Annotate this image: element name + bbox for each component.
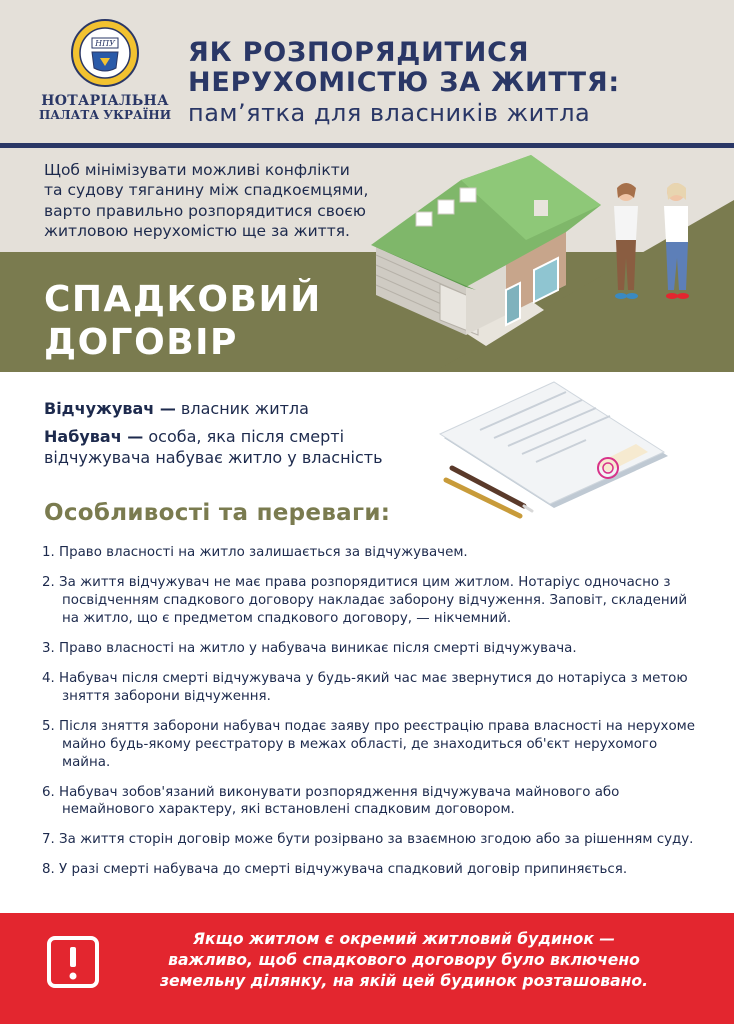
list-item: 6. Набувач зобов'язаний виконувати розпорядження відчужувача майнового або немайнового характеру, які встановлені спадковим договором.	[42, 784, 620, 818]
exclamation-icon	[46, 935, 100, 989]
list-item: 4. Набувач після смерті відчужувача у будь-який час має звернутися до нотаріуса з метою зняття заборони відчуження.	[42, 670, 688, 704]
title-line2: НЕРУХОМІСТЮ ЗА ЖИТТЯ:	[188, 67, 621, 99]
definitions	[44, 398, 434, 475]
list-item: 8. У разі смерті набувача до смерті відчужувача спадковий договір припиняється.	[42, 862, 628, 878]
warning-text	[124, 929, 684, 992]
logo	[30, 18, 180, 123]
intro-text	[44, 160, 384, 242]
org-name-line2: ПАЛАТА УКРАЇНИ	[38, 108, 172, 123]
org-name	[30, 94, 180, 123]
contract-illustration	[436, 380, 676, 520]
definition-item	[44, 398, 434, 419]
title-line1: ЯК РОЗПОРЯДИТИСЯ	[188, 37, 530, 68]
features-list	[42, 544, 702, 891]
definition-item	[44, 426, 434, 468]
women-illustration	[602, 178, 702, 308]
list-item: 1. Право власності на житло залишається за відчужувачем.	[42, 545, 468, 560]
intro-line: варто правильно розпорядитися своєю	[44, 201, 366, 220]
warning-line: Якщо житлом є окремий житловий будинок —	[193, 930, 615, 948]
page-subtitle: пам’ятка для власників житла	[188, 99, 591, 128]
seal-text: НПУ	[95, 39, 115, 48]
list-item: 3. Право власності на житло у набувача виникає після смерті відчужувача.	[42, 640, 577, 656]
intro-line: житловою нерухомістю ще за життя.	[44, 222, 350, 241]
list-item: 5. Після зняття заборони набувач подає заяву про реєстрацію права власності на нерухоме майно будь-якому реєстратору в межах області, де знаходиться об'єкт нерухомого майна.	[42, 718, 695, 770]
warning-line: земельну ділянку, на якій цей будинок розташовано.	[159, 972, 648, 991]
definition-term: Набувач —	[44, 427, 144, 447]
intro-line: Щоб мінімізувати можливі конфлікти	[44, 161, 350, 179]
warning-line: важливо, щоб спадкового договору було включено	[168, 951, 640, 970]
section-title-line2: ДОГОВІР	[44, 322, 238, 364]
definition-text: особа, яка після смерті відчужувача набуває житло у власність	[44, 427, 383, 468]
section-title-line1: СПАДКОВИЙ	[44, 279, 322, 320]
section-title	[44, 278, 322, 364]
page-title	[188, 38, 728, 128]
seal-icon	[70, 18, 140, 88]
list-item: 2. За життя відчужувач не має права розпорядитися цим житлом. Нотаріус одночасно з посвідченням спадкового договору накладає заборону відчуження. Заповіт, складений на житло, що є предметом спадкового договору, — нікчемний.	[42, 574, 688, 626]
intro-line: та судову тяганину між спадкоємцями,	[44, 181, 369, 200]
definition-text: власник житла	[175, 399, 309, 418]
definition-term: Відчужувач —	[44, 399, 176, 418]
org-name-line1: НОТАРІАЛЬНА	[41, 93, 169, 109]
house-illustration	[366, 150, 606, 350]
list-item: 7. За життя сторін договір може бути розірвано за взаємною згодою або за рішенням суду.	[42, 832, 694, 848]
features-title: Особливості та переваги:	[44, 500, 391, 526]
